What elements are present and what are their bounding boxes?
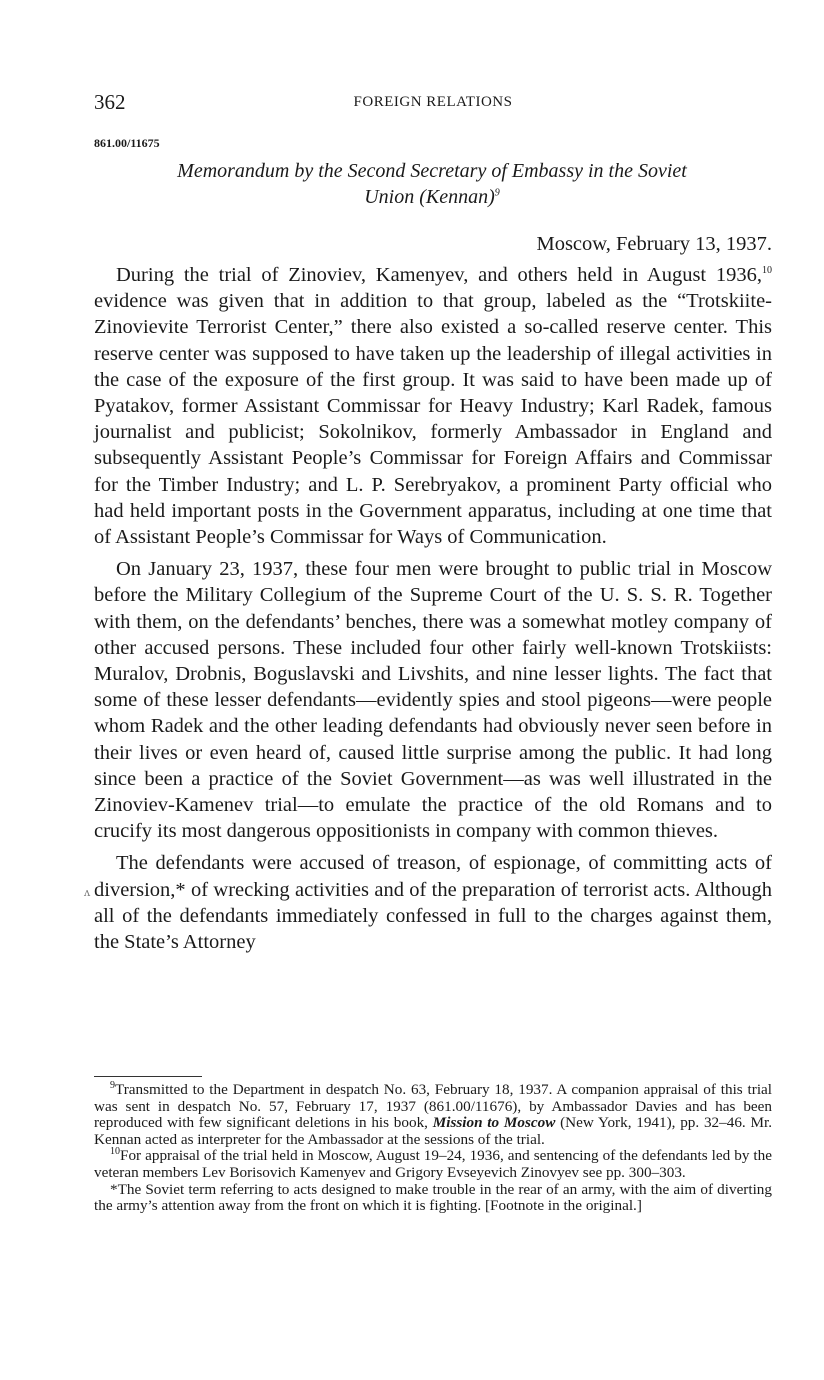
paragraph-2: On January 23, 1937, these four men were brought to public trial in Moscow before the Military Collegium of the Supreme Court of the U. S. S. R. Together with them, on the defendants’ benches, there was a somewhat motley company of other accused persons. These included four other fairly well-known Trotskiists: Muralov, Drobnis, Boguslavski and Livshits, and nine lesser lights. The fact that some of these lesser defendants—evidently spies and stool pigeons—were people whom Radek and the other leading defendants had obviously never seen before in their lives or even heard of, caused little surprise among the public. It had long since been a practice of the Soviet Government—as was well illustrated in the Zinoviev-Kamenev trial—to emulate the practice of the old Romans and to crucify its most dangerous oppositionists in company with common thieves. xyxy=(94,558,772,843)
paragraph-1 xyxy=(94,262,772,550)
margin-mark: ʌ xyxy=(84,886,91,899)
footnote-9 xyxy=(94,1079,772,1148)
paragraph-1-part-a: During the trial of Zinoviev, Kamenyev, and others held in August 1936, xyxy=(116,264,762,286)
footnote-9-text-b: (New York, 1941), pp. 32–46. Mr. Kennan acted as interpreter for the Ambassador at the sessions of the trial. xyxy=(94,1114,772,1148)
body-text xyxy=(94,262,772,961)
footnotes xyxy=(94,1079,772,1215)
title-line-1: Memorandum by the Second Secretary of Embassy in the Soviet xyxy=(177,160,687,182)
footnote-divider xyxy=(94,1076,202,1077)
footnote-9-marker: 9 xyxy=(110,1079,115,1091)
title-line-2-text: Union (Kennan) xyxy=(364,186,495,208)
paragraph-3: The defendants were accused of treason, of espionage, of committing acts of diversion,* of wrecking activities and of the preparation of terrorist acts. Although all of the defendants immediately confessed in full to the charges against them, the State’s Attorney xyxy=(94,852,772,954)
footnote-10 xyxy=(94,1148,772,1181)
page-number: 362 xyxy=(94,90,126,114)
page-header xyxy=(94,90,772,120)
footnote-10-text: For appraisal of the trial held in Moscow, August 19–24, 1936, and sentencing of the defendants led by the veteran members Lev Borisovich Kamenyev and Grigory Evseyevich Zinovyev see pp. 300–303. xyxy=(94,1147,772,1181)
document-title xyxy=(110,158,754,210)
footnote-asterisk: *The Soviet term referring to acts designed to make trouble in the rear of an army, with the aim of diverting the army’s attention away from the front on which it is fighting. [Footnote in the original.] xyxy=(94,1180,772,1215)
footnote-9-book-title: Mission to Moscow xyxy=(432,1114,556,1132)
file-number: 861.00/11675 xyxy=(94,136,160,150)
paragraph-1-part-b: evidence was given that in addition to that group, labeled as the “Trotskiite-Zinovievite Terrorist Center,” there also existed a so-called reserve center. This reserve center was supposed to have taken up the leadership of illegal activities in the case of the exposure of the first group. It was said to have been made up of Pyatakov, former Assistant Commissar for Heavy Industry; Karl Radek, famous journalist and publicist; Sokolnikov, formerly Ambassador in England and subsequently Assistant People’s Commissar for Foreign Affairs and Commissar for the Timber Industry; and L. P. Serebryakov, a prominent Party official who had held important posts in the Government apparatus, including at one time that of Assistant People’s Commissar for Ways of Communication. xyxy=(94,290,772,549)
footnote-10-marker: 10 xyxy=(110,1146,120,1158)
footnote-ref-10: 10 xyxy=(762,265,772,277)
title-footnote-ref: 9 xyxy=(494,187,500,199)
title-line-2 xyxy=(110,184,754,210)
footnote-9-text-a: Transmitted to the Department in despatch No. 63, February 18, 1937. A companion appraisal of this trial was sent in despatch No. 57, February 17, 1937 (861.00/11676), by Ambassador Davies and has been reproduced with few significant deletions in his book, xyxy=(94,1081,772,1132)
running-head: FOREIGN RELATIONS xyxy=(353,94,513,110)
dateline: Moscow, February 13, 1937. xyxy=(536,233,772,255)
